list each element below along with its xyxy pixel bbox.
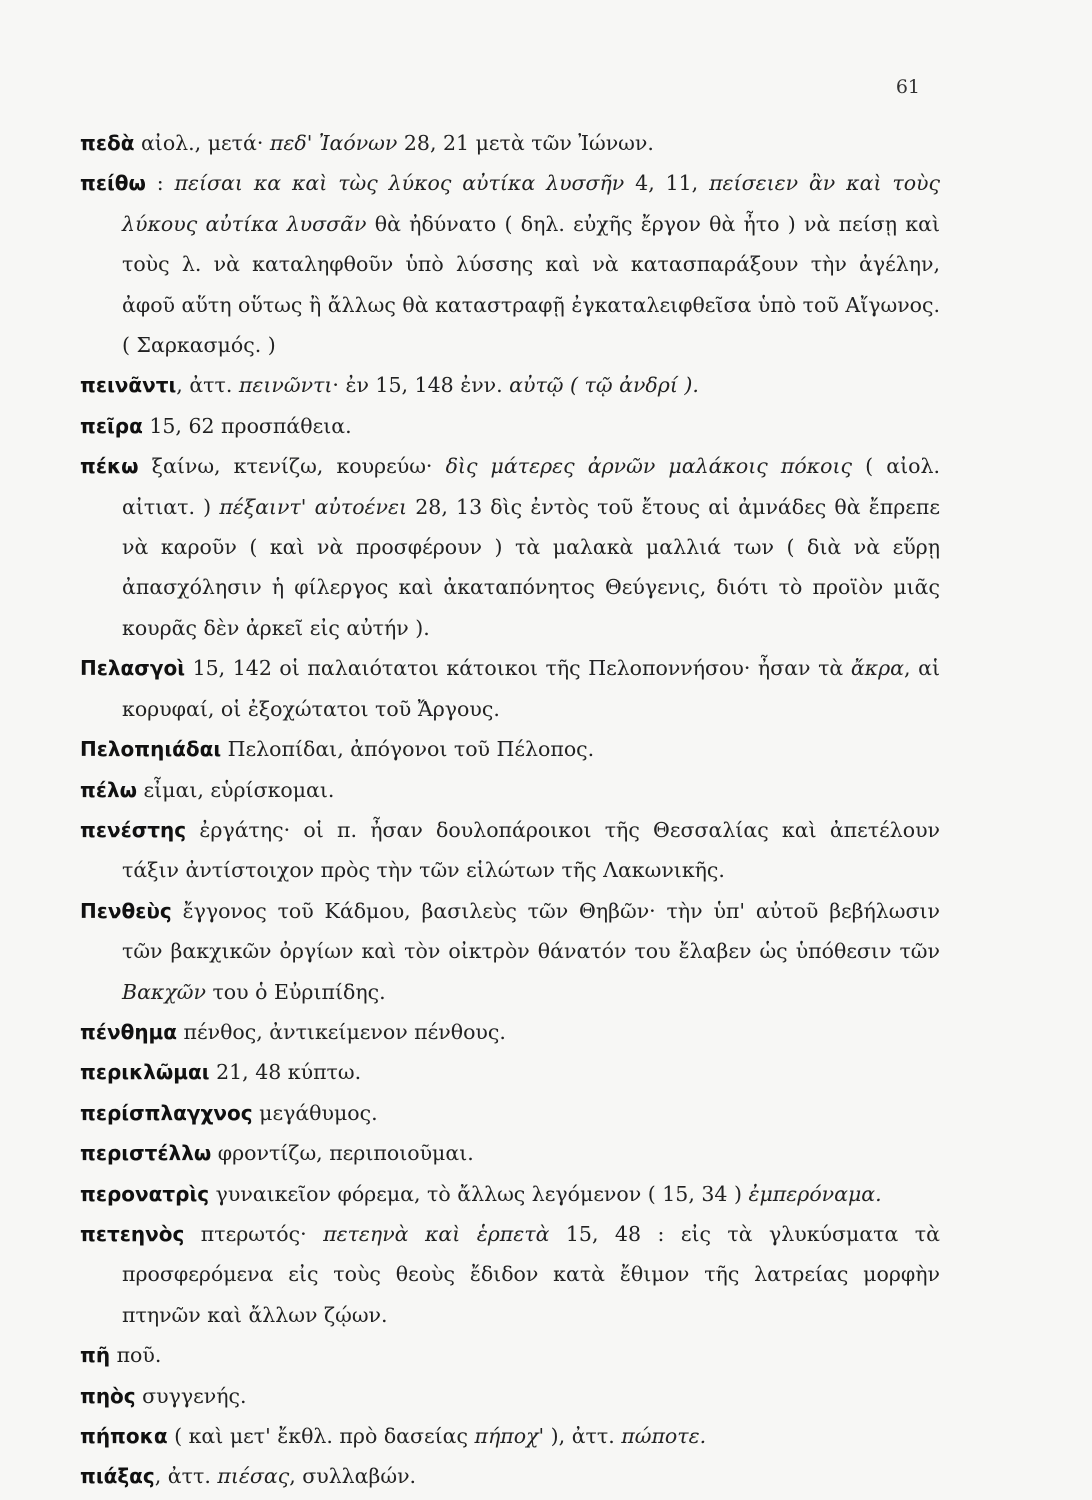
quoted-text: Βακχῶν (122, 979, 206, 1004)
headword: πέλω (80, 777, 137, 802)
definition-text: μεγάθυμος. (252, 1100, 378, 1125)
quoted-text: αὐτῷ ( τῷ ἀνδρί ). (509, 373, 699, 398)
definition-text: 15, 142 οἱ παλαιότατοι κάτοικοι τῆς Πελοποννήσου· ἦσαν τὰ (185, 656, 851, 681)
page-number: 61 (895, 76, 920, 98)
headword: πεινᾶντι (80, 373, 177, 398)
quoted-text: πεδ' Ἰαόνων (269, 131, 398, 155)
glossary-entry (80, 123, 940, 163)
quoted-text: πεινῶντι (238, 373, 333, 398)
quoted-text: πετεηνὰ καὶ ἑρπετὰ (323, 1221, 550, 1246)
definition-text: , αἱ κορυφαί, οἱ ἐξοχώτατοι τοῦ Ἄργους. (122, 656, 940, 721)
glossary-entries (80, 123, 940, 1497)
headword: πετεηνὸς (80, 1221, 185, 1246)
quoted-text: ἐμπερόναμα. (748, 1181, 882, 1206)
glossary-entry (80, 891, 940, 1012)
definition-text: 21, 48 κύπτω. (209, 1060, 362, 1085)
definition-text: , ἀττ. (176, 373, 239, 398)
glossary-entry (80, 406, 940, 446)
headword: πηὸς (80, 1383, 136, 1408)
quoted-text: πείσειεν ἂν καὶ τοὺς λύκους αὐτίκα λυσσᾶν (122, 171, 940, 236)
headword: πενέστης (80, 817, 187, 842)
definition-text: γυναικεῖον φόρεμα, τὸ ἄλλως λεγόμενον ( 15, 34 ) (209, 1181, 749, 1206)
headword: πεδὰ (80, 131, 135, 155)
definition-text: ποῦ. (110, 1343, 162, 1368)
headword: περονατρὶς (80, 1181, 210, 1206)
quoted-text: πώποτε. (621, 1424, 707, 1448)
definition-text: Πελοπίδαι, ἀπόγονοι τοῦ Πέλοπος. (221, 737, 595, 762)
quoted-text: πιέσας (217, 1464, 290, 1489)
definition-text: 15, 48 : εἰς τὰ γλυκύσματα τὰ προσφερόμενα εἰς τοὺς θεοὺς ἔδιδον κατὰ ἔθιμον τῆς λατρείας μορφὴν πτηνῶν καὶ ἄλλων ζῴων. (122, 1221, 940, 1327)
definition-text: ἔγγονος τοῦ Κάδμου, βασιλεὺς τῶν Θηβῶν· τὴν ὑπ' αὐτοῦ βεβήλωσιν τῶν βακχικῶν ὀργίων καὶ τὸν οἰκτρὸν θάνατόν του ἔλαβεν ὡς ὑπόθεσιν τῶν (122, 898, 940, 964)
headword: περικλῶμαι (80, 1060, 210, 1085)
definition-text: , συλλαβών. (289, 1464, 417, 1489)
definition-text: ( αἰολ. αἰτιατ. ) (122, 454, 940, 519)
glossary-entry (80, 729, 940, 769)
headword: πένθημα (80, 1019, 178, 1044)
glossary-entry (80, 1416, 940, 1456)
quoted-text: πέξαιντ' αὐτοένει (219, 494, 408, 519)
glossary-entry (80, 1012, 940, 1052)
glossary-entry (80, 1052, 940, 1092)
definition-text: 28, 13 δὶς ἐντὸς τοῦ ἔτους αἱ ἀμνάδες θὰ ἔπρεπε νὰ καροῦν ( καὶ νὰ προσφέρουν ) τὰ μαλακὰ μαλλιά των ( διὰ νὰ εὕρῃ ἀπασχόλησιν ἡ φίλεργος καὶ ἀκαταπόνητος Θεύγενις, διότι τὸ προϊὸν μιᾶς κουρᾶς δὲν ἀρκεῖ εἰς αὐτήν ). (122, 494, 940, 640)
definition-text: , ἀττ. (154, 1464, 218, 1489)
glossary-entry (80, 1174, 940, 1214)
headword: πήποκα (80, 1424, 168, 1448)
definition-text: αἰολ., μετά· (134, 131, 270, 155)
headword: Πελασγοὶ (80, 656, 185, 681)
quoted-text: πείσαι κα καὶ τὼς λύκος αὐτίκα λυσσῆν (174, 171, 625, 196)
headword: πείθω (80, 171, 146, 196)
quoted-text: δὶς μάτερες ἀρνῶν μαλάκοις πόκοις (445, 454, 852, 479)
headword: Πενθεὺς (80, 898, 172, 923)
headword: πῆ (80, 1343, 111, 1368)
glossary-entry (80, 1093, 940, 1133)
definition-text: ἐργάτης· οἱ π. ἦσαν δουλοπάροικοι τῆς Θεσσαλίας καὶ ἀπετέλουν τάξιν ἀντίστοιχον πρὸς τὴν τῶν εἱλώτων τῆς Λακωνικῆς. (122, 817, 940, 883)
glossary-entry (80, 810, 940, 891)
glossary-entry (80, 1133, 940, 1173)
glossary-entry (80, 163, 940, 365)
quoted-text: πήποχ' (474, 1424, 545, 1448)
definition-text: ξαίνω, κτενίζω, κουρεύω· (138, 454, 446, 479)
definition-text: : (145, 171, 175, 196)
glossary-entry (80, 648, 940, 729)
definition-text: πτερωτός· (184, 1221, 324, 1246)
definition-text: · ἐν 15, 148 ἐνν. (332, 373, 510, 398)
definition-text: 15, 62 προσπάθεια. (142, 413, 352, 438)
glossary-entry (80, 1335, 940, 1375)
definition-text: θὰ ἠδύνατο ( δηλ. εὐχῆς ἔργον θὰ ἦτο ) νὰ πείσῃ καὶ τοὺς λ. νὰ καταληφθοῦν ὑπὸ λύσσης καὶ νὰ κατασπαράξουν τὴν ἀγέλην, ἀφοῦ αὕτη οὕτως ἢ ἄλλως θὰ καταστραφῇ ἐγκαταλειφθεῖσα ὑπὸ τοῦ Αἴγωνος. ( Σαρκασμός. ) (122, 211, 940, 358)
definition-text: ), ἀττ. (544, 1424, 622, 1448)
definition-text: συγγενής. (135, 1383, 247, 1408)
headword: πεῖρα (80, 413, 143, 438)
definition-text: εἶμαι, εὑρίσκομαι. (137, 777, 335, 802)
glossary-entry (80, 1456, 940, 1496)
glossary-entry (80, 770, 940, 810)
definition-text: φροντίζω, περιποιοῦμαι. (211, 1141, 474, 1166)
definition-text: ( καὶ μετ' ἔκθλ. πρὸ δασείας (167, 1424, 475, 1448)
definition-text: 28, 21 μετὰ τῶν Ἰώνων. (397, 131, 654, 155)
glossary-entry (80, 1376, 940, 1416)
glossary-entry (80, 365, 940, 405)
definition-text: πένθος, ἀντικείμενον πένθους. (177, 1019, 506, 1044)
definition-text: του ὁ Εὐριπίδης. (205, 979, 386, 1004)
glossary-entry (80, 446, 940, 648)
headword: Πελοπηιάδαι (80, 737, 222, 762)
definition-text: 4, 11, (624, 171, 710, 196)
quoted-text: ἄκρα (850, 656, 905, 681)
headword: πέκω (80, 454, 139, 479)
glossary-entry (80, 1214, 940, 1335)
headword: περιστέλλω (80, 1141, 212, 1166)
headword: πιάξας (80, 1464, 155, 1489)
headword: περίσπλαγχνος (80, 1100, 253, 1125)
